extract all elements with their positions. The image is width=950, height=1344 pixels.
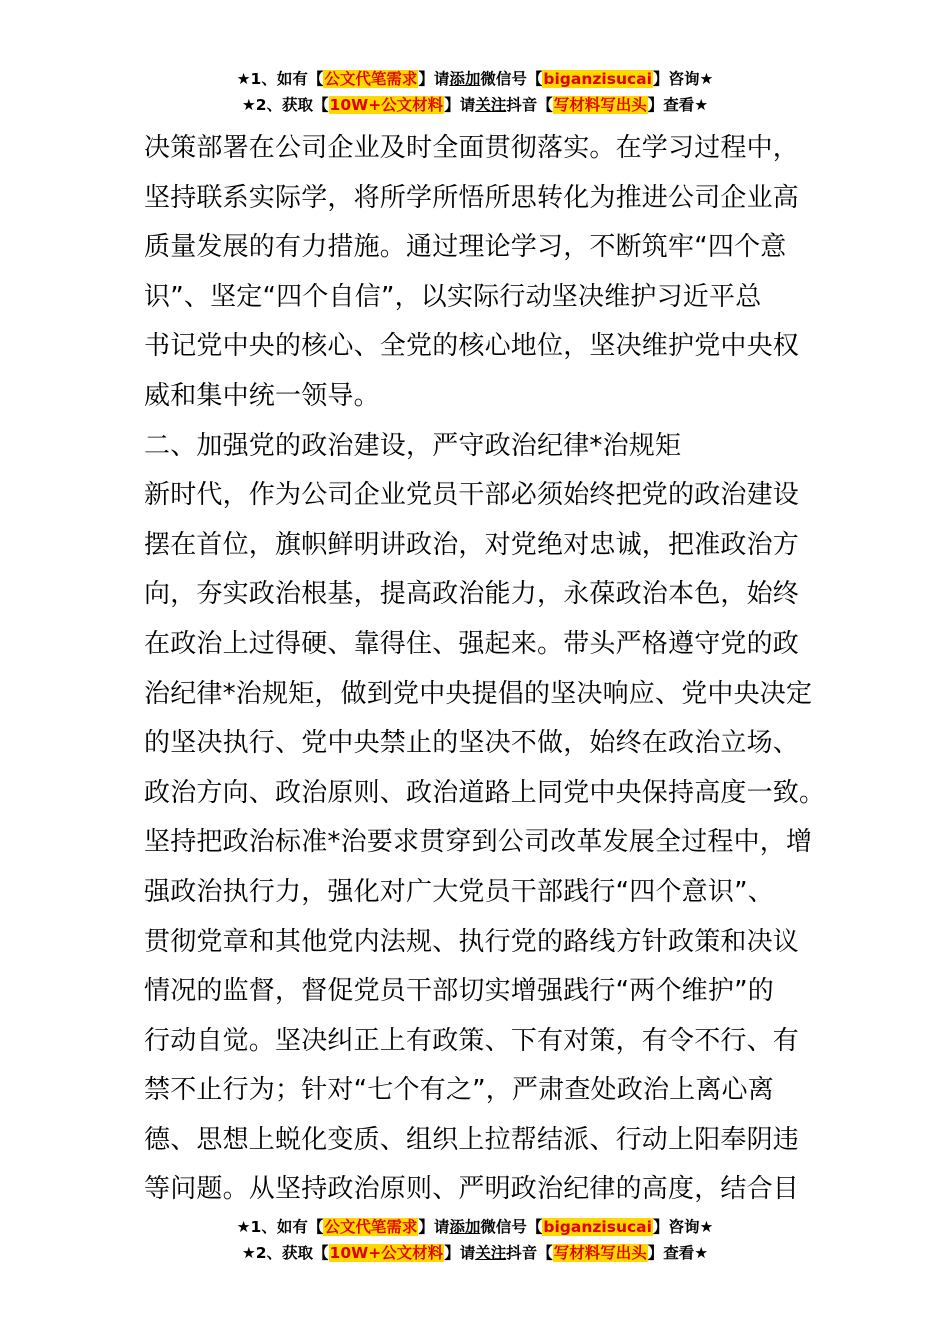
star-icon: ★ [694, 1244, 709, 1262]
body-line: 威和集中统一领导。 [144, 380, 380, 411]
highlight-wechat-id: biganzisucai [543, 70, 652, 88]
body-line: 情况的监督，督促党员干部切实增强践行“两个维护”的 [144, 976, 774, 1007]
banner-line-2 [0, 1240, 950, 1266]
body-line: 行动自觉。坚决纠正上有政策、下有对策，有令不行、有 [144, 1025, 800, 1056]
banner-text: 】请 [444, 96, 476, 114]
star-icon: ★ [236, 70, 251, 88]
body-line: 质量发展的有力措施。通过理论学习，不断筑牢“四个意 [144, 232, 787, 263]
banner-text: 】查看 [647, 1244, 695, 1262]
body-line: 书记党中央的核心、全党的核心地位，坚决维护党中央权 [144, 331, 800, 362]
banner-text: 】请 [444, 1244, 476, 1262]
banner-line-1 [0, 1214, 950, 1240]
body-line: 禁不止行为；针对“七个有之”，严肃查处政治上离心离 [144, 1075, 774, 1106]
highlight-wechat-id: biganzisucai [543, 1218, 652, 1236]
star-icon: ★ [699, 70, 714, 88]
banner-text: 】查看 [647, 96, 695, 114]
banner-text: 抖音【 [506, 1244, 553, 1262]
banner-text: 抖音【 [506, 96, 553, 114]
banner-line-1 [0, 66, 950, 92]
body-line: 在政治上过得硬、靠得住、强起来。带头严格遵守党的政 [144, 628, 800, 659]
body-line: 坚持联系实际学，将所学所悟所思转化为推进公司企业高 [144, 182, 800, 213]
body-line: 摆在首位，旗帜鲜明讲政治，对党绝对忠诚，把准政治方 [144, 529, 800, 560]
highlight-douyin-account: 写材料写出头 [553, 1244, 647, 1262]
body-line: 识”、坚定“四个自信”，以实际行动坚决维护习近平总 [144, 281, 762, 312]
body-line: 新时代，作为公司企业党员干部必须始终把党的政治建设 [144, 480, 800, 511]
banner-line-2 [0, 92, 950, 118]
star-icon: ★ [699, 1218, 714, 1236]
highlight-douyin-account: 写材料写出头 [553, 96, 647, 114]
header-banner [0, 66, 950, 118]
banner-underlined-text: 添加 [449, 70, 481, 88]
body-line: 德、思想上蜕化变质、组织上拉帮结派、行动上阳奉阴违 [144, 1124, 800, 1155]
body-line: 贯彻党章和其他党内法规、执行党的路线方针政策和决议 [144, 926, 800, 957]
body-line: 的坚决执行、党中央禁止的坚决不做，始终在政治立场、 [144, 728, 800, 759]
banner-text: 1、如有【 [250, 70, 324, 88]
body-line: 向，夯实政治根基，提高政治能力，永葆政治本色，始终 [144, 579, 800, 610]
footer-banner [0, 1214, 950, 1266]
banner-underlined-text: 关注 [475, 1244, 507, 1262]
body-line: 等问题。从坚持政治原则、严明政治纪律的高度，结合目 [144, 1174, 800, 1205]
highlight-service: 公文代笔需求 [324, 70, 418, 88]
star-icon: ★ [241, 96, 256, 114]
banner-underlined-text: 关注 [475, 96, 507, 114]
star-icon: ★ [241, 1244, 256, 1262]
banner-text: 2、获取【 [255, 96, 329, 114]
body-line: 治纪律*治规矩，做到党中央提倡的坚决响应、党中央决定 [144, 678, 813, 709]
body-line: 政治方向、政治原则、政治道路上同党中央保持高度一致。 [144, 777, 826, 808]
banner-text: 】咨询 [652, 1218, 700, 1236]
highlight-materials: 10W+公文材料 [329, 1244, 444, 1262]
body-line: 坚持把政治标准*治要求贯穿到公司改革发展全过程中，增 [144, 827, 813, 858]
section-heading: 二、加强党的政治建设，严守政治纪律*治规矩 [144, 430, 682, 461]
banner-underlined-text: 添加 [449, 1218, 481, 1236]
star-icon: ★ [694, 96, 709, 114]
banner-text: 2、获取【 [255, 1244, 329, 1262]
banner-text: 微信号【 [480, 70, 543, 88]
highlight-materials: 10W+公文材料 [329, 96, 444, 114]
banner-text: 】咨询 [652, 70, 700, 88]
banner-text: 】请 [418, 70, 450, 88]
banner-text: 1、如有【 [250, 1218, 324, 1236]
document-body [144, 124, 826, 1215]
body-line: 强政治执行力，强化对广大党员干部践行“四个意识”、 [144, 876, 774, 907]
highlight-service: 公文代笔需求 [324, 1218, 418, 1236]
body-line: 决策部署在公司企业及时全面贯彻落实。在学习过程中， [144, 133, 800, 163]
banner-text: 】请 [418, 1218, 450, 1236]
star-icon: ★ [236, 1218, 251, 1236]
banner-text: 微信号【 [480, 1218, 543, 1236]
